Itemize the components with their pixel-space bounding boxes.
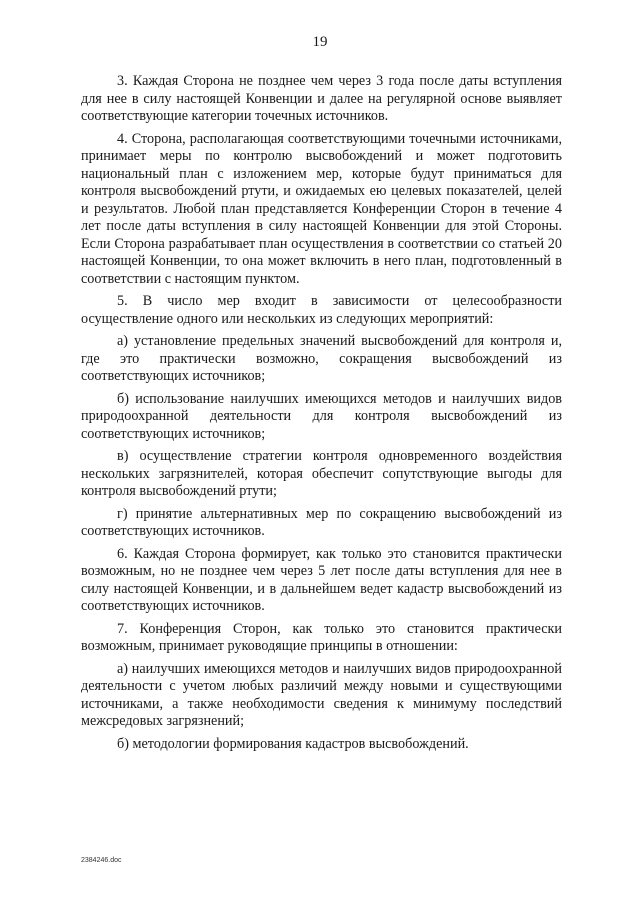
paragraph-5g: г) принятие альтернативных мер по сокращению высвобождений из соответствующих источников. <box>81 505 562 539</box>
document-body <box>81 73 562 758</box>
paragraph-6: 6. Каждая Сторона формирует, как только это становится практически возможным, но не позднее чем через 5 лет после даты вступления для нее в силу настоящей Конвенции, и в дальнейшем ведет кадастр высвобождений из соответствующих источников. <box>81 545 562 614</box>
page-number: 19 <box>312 34 328 50</box>
paragraph-7: 7. Конференция Сторон, как только это становится практически возможным, принимает руководящие принципы в отношении: <box>81 620 562 654</box>
paragraph-5b: б) использование наилучших имеющихся методов и наилучших видов природоохранной деятельности для контроля высвобождений из соответствующих источников; <box>81 390 562 442</box>
paragraph-3: 3. Каждая Сторона не позднее чем через 3 года после даты вступления для нее в силу настоящей Конвенции и далее на регулярной основе выявляет соответствующие категории точечных источников. <box>81 73 562 124</box>
paragraph-5: 5. В число мер входит в зависимости от целесообразности осуществление одного или нескольких из следующих мероприятий: <box>81 293 562 327</box>
paragraph-7b: б) методологии формирования кадастров высвобождений. <box>117 735 469 752</box>
paragraph-4: 4. Сторона, располагающая соответствующими точечными источниками, принимает меры по контролю высвобождений и может подготовить национальный план с изложением мер, которые будут приниматься для контроля высвобождений ртути, и ожидаемых ею целевых показателей, целей и результатов. Любой план представляется Конференции Сторон в течение 4 лет после даты вступления в силу настоящей Конвенции для этой Стороны. Если Сторона разрабатывает план осуществления в соответствии со статьей 20 настоящей Конвенции, то она может включить в него план, подготовленный в соответствии с настоящим пунктом. <box>81 130 562 287</box>
paragraph-7a: а) наилучших имеющихся методов и наилучших видов природоохранной деятельности с учетом любых различий между новыми и существующими источниками, а также необходимости сведения к минимуму последствий межсредовых загрязнений; <box>81 660 562 729</box>
paragraph-5v: в) осуществление стратегии контроля одновременного воздействия нескольких загрязнителей, которая обеспечит сопутствующие выгоды для контроля высвобождений ртути; <box>81 448 562 499</box>
paragraph-5a: а) установление предельных значений высвобождений для контроля и, где это практически возможно, сокращения высвобождений из соответствующих источников; <box>81 333 562 384</box>
file-name-footer: 2384246.doc <box>81 857 122 864</box>
